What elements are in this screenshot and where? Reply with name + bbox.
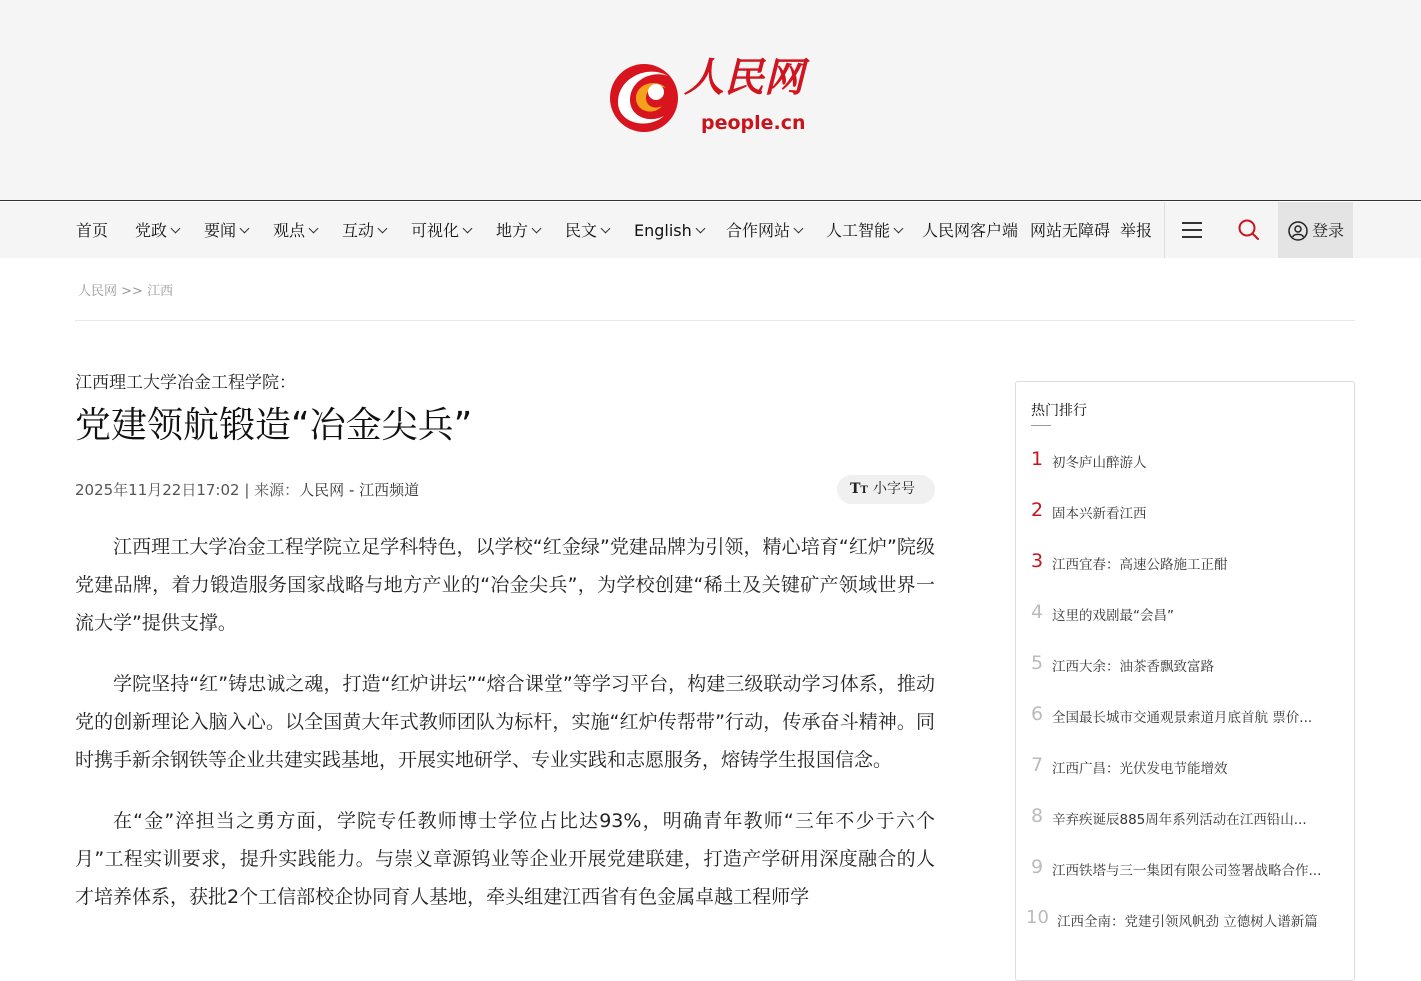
font-size-label: 小字号 — [873, 481, 915, 497]
user-icon — [1288, 221, 1308, 241]
hot-item[interactable] — [1016, 646, 1356, 697]
people-cn-logo[interactable] — [608, 54, 828, 140]
masthead — [0, 0, 1421, 201]
nav-label: 互动 — [342, 221, 375, 240]
hamburger-icon — [1182, 236, 1202, 238]
hot-rank: 2 — [1031, 499, 1044, 521]
chevron-down-icon — [309, 224, 319, 234]
chevron-down-icon — [794, 224, 804, 234]
hot-item[interactable] — [1016, 799, 1356, 850]
hot-item[interactable] — [1016, 901, 1356, 952]
nav-label: 人工智能 — [826, 221, 891, 240]
article-pretitle: 江西理工大学冶金工程学院： — [75, 373, 296, 393]
hot-rank: 1 — [1031, 448, 1044, 470]
menu-button[interactable] — [1165, 202, 1221, 258]
nav-label: 举报 — [1120, 221, 1153, 240]
hot-title-underline — [1031, 425, 1051, 426]
hot-rank: 7 — [1031, 754, 1044, 776]
chevron-down-icon — [240, 224, 250, 234]
nav-item-partners[interactable] — [726, 202, 802, 258]
breadcrumb-divider — [75, 320, 1355, 321]
chevron-down-icon — [894, 224, 904, 234]
article-paragraph: 在“金”淬担当之勇方面，学院专任教师博士学位占比达93%，明确青年教师“三年不少于六个月”工程实训要求，提升实践能力。与崇义章源钨业等企业开展党建联建，打造产学研用深度融合的人才培养体系，获批2个工信部校企协同育人基地，牵头组建江西省有色金属卓越工程师学 — [75, 810, 935, 908]
font-size-toggle-button[interactable] — [837, 475, 935, 504]
logo-swirl-icon — [608, 58, 684, 136]
hot-item-link[interactable]: 这里的戏剧最“会昌” — [1052, 608, 1174, 624]
nav-label: 要闻 — [204, 221, 237, 240]
hot-item-link[interactable]: 初冬庐山醉游人 — [1052, 455, 1147, 471]
hot-item[interactable] — [1016, 748, 1356, 799]
nav-item-party-gov[interactable] — [135, 202, 179, 258]
meta-source-label: | 来源： — [239, 481, 300, 499]
hot-item-link[interactable]: 江西铁塔与三一集团有限公司签署战略合作... — [1052, 863, 1322, 879]
hot-item[interactable] — [1016, 850, 1356, 901]
publish-datetime: 2025年11月22日17:02 — [75, 481, 240, 499]
chevron-down-icon — [378, 224, 388, 234]
nav-item-minority-lang[interactable] — [565, 202, 609, 258]
hot-item-link[interactable]: 江西全南：党建引领风帆劲 立德树人谱新篇 — [1057, 914, 1318, 930]
login-label: 登录 — [1312, 221, 1345, 240]
hot-ranking-title: 热门排行 — [1031, 403, 1087, 419]
nav-label: 民文 — [565, 221, 598, 240]
hot-rank: 5 — [1031, 652, 1044, 674]
breadcrumb — [78, 280, 173, 299]
chevron-down-icon — [532, 224, 542, 234]
nav-item-report[interactable] — [1120, 202, 1152, 258]
hot-item-link[interactable]: 江西宜春：高速公路施工正酣 — [1052, 557, 1228, 573]
article-meta — [75, 479, 419, 500]
nav-item-news[interactable] — [204, 202, 248, 258]
logo-text-en: people.cn — [701, 112, 806, 134]
hot-ranking-panel — [1015, 381, 1355, 981]
hot-rank: 9 — [1031, 856, 1044, 878]
nav-item-local[interactable] — [496, 202, 540, 258]
breadcrumb-home[interactable]: 人民网 — [78, 284, 118, 299]
breadcrumb-separator: >> — [121, 284, 143, 299]
nav-label: 可视化 — [411, 221, 460, 240]
hot-item[interactable] — [1016, 544, 1356, 595]
hot-item[interactable] — [1016, 493, 1356, 544]
hot-rank: 3 — [1031, 550, 1044, 572]
hot-item-link[interactable]: 江西大余：油茶香飘致富路 — [1052, 659, 1214, 675]
nav-item-english[interactable] — [634, 202, 704, 258]
nav-label: 地方 — [496, 221, 529, 240]
article-body — [75, 528, 935, 939]
nav-label: 人民网客户端 — [922, 221, 1019, 240]
nav-label: 合作网站 — [726, 221, 791, 240]
hot-rank: 4 — [1031, 601, 1044, 623]
nav-label: 首页 — [76, 221, 109, 240]
hot-item[interactable] — [1016, 697, 1356, 748]
hamburger-icon — [1182, 229, 1202, 231]
article-paragraph: 学院坚持“红”铸忠诚之魂，打造“红炉讲坛”“熔合课堂”等学习平台，构建三级联动学习体系，推动党的创新理论入脑入心。以全国黄大年式教师团队为标杆，实施“红炉传帮带”行动，传承奋斗精神。同时携手新余钢铁等企业共建实践基地，开展实地研学、专业实践和志愿服务，熔铸学生报国信念。 — [75, 673, 935, 771]
article-source[interactable]: 人民网 - 江西频道 — [299, 481, 420, 499]
nav-label: 观点 — [273, 221, 306, 240]
hamburger-icon — [1182, 222, 1202, 224]
chevron-down-icon — [601, 224, 611, 234]
nav-item-client[interactable] — [922, 202, 1018, 258]
nav-label: 网站无障碍 — [1030, 221, 1111, 240]
nav-item-home[interactable] — [76, 202, 108, 258]
nav-item-accessibility[interactable] — [1030, 202, 1110, 258]
hot-item[interactable] — [1016, 442, 1356, 493]
nav-item-visual[interactable] — [411, 202, 471, 258]
nav-item-ai[interactable] — [826, 202, 902, 258]
login-button[interactable] — [1278, 202, 1353, 258]
article-title: 党建领航锻造“冶金尖兵” — [75, 405, 473, 446]
nav-item-interact[interactable] — [342, 202, 386, 258]
hot-item-link[interactable]: 固本兴新看江西 — [1052, 506, 1147, 522]
main-nav — [0, 202, 1421, 258]
hot-rank: 6 — [1031, 703, 1044, 725]
hot-item-link[interactable]: 全国最长城市交通观景索道月底首航 票价... — [1052, 710, 1313, 726]
hot-rank: 10 — [1026, 907, 1049, 928]
search-button[interactable] — [1221, 202, 1277, 258]
font-size-icon: TT — [850, 481, 868, 497]
hot-item-link[interactable]: 辛弃疾诞辰885周年系列活动在江西铅山... — [1052, 812, 1307, 828]
search-icon — [1237, 218, 1261, 242]
hot-rank: 8 — [1031, 805, 1044, 827]
chevron-down-icon — [171, 224, 181, 234]
hot-ranking-list — [1016, 442, 1356, 952]
hot-item[interactable] — [1016, 595, 1356, 646]
chevron-down-icon — [463, 224, 473, 234]
nav-item-opinion[interactable] — [273, 202, 317, 258]
logo-text-cn: 人民网 — [684, 54, 804, 101]
hot-item-link[interactable]: 江西广昌：光伏发电节能增效 — [1052, 761, 1228, 777]
breadcrumb-section[interactable]: 江西 — [147, 284, 174, 299]
article-paragraph: 江西理工大学冶金工程学院立足学科特色，以学校“红金绿”党建品牌为引领，精心培育“红炉”院级党建品牌，着力锻造服务国家战略与地方产业的“冶金尖兵”，为学校创建“稀土及关键矿产领域世界一流大学”提供支撑。 — [75, 536, 935, 634]
nav-label: 党政 — [135, 221, 168, 240]
nav-label: English — [634, 221, 692, 240]
chevron-down-icon — [695, 224, 705, 234]
